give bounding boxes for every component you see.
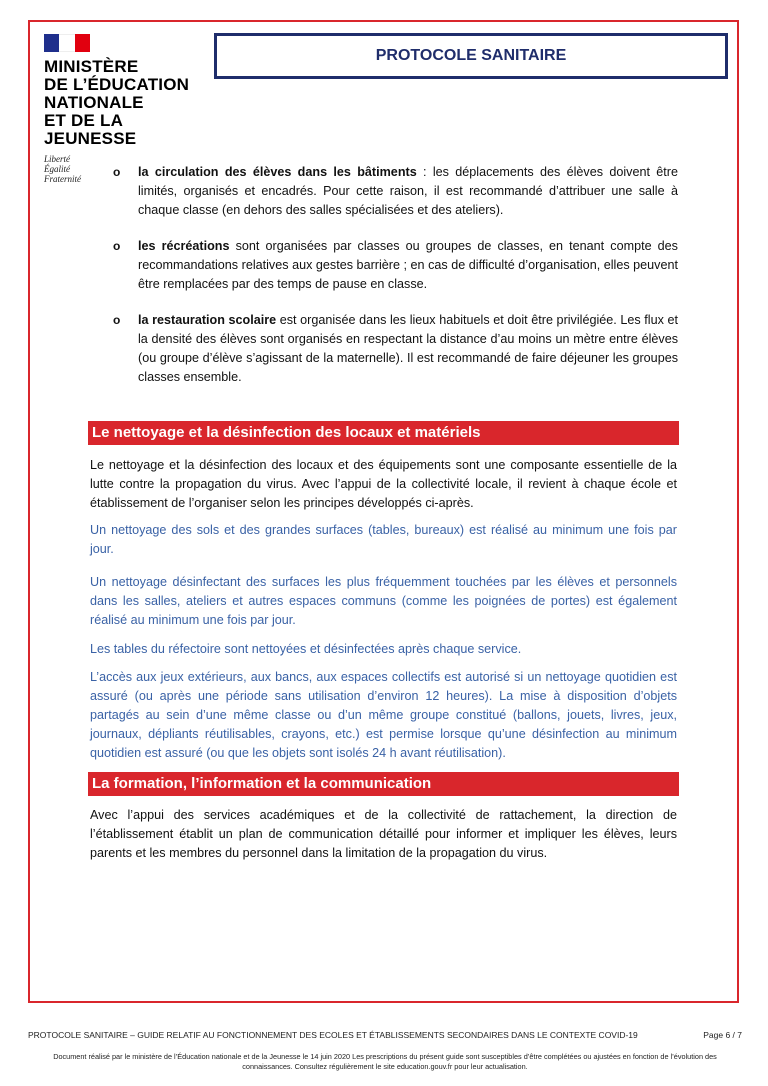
bullet-item — [113, 311, 678, 387]
cleaning-paragraph: L’accès aux jeux extérieurs, aux bancs, aux espaces collectifs est autorisé si un nettoyage quotidien est assuré (ou après une période sans utilisation d’environ 12 heures). La mise à disposition d’objets partagés au sein d’une même classe ou d’un même groupe constitué (ballons, jouets, livres, jeux, journaux, dépliants réutilisables, crayons, etc.) est permise lorsque qu’une désinfection au minimum quotidien est assuré (ou que les objets sont isolés 24 h avant réutilisation). — [90, 670, 677, 760]
ministry-name — [44, 58, 214, 148]
footer — [28, 1030, 742, 1040]
bullet-marker: o — [113, 239, 121, 253]
bullet-list — [113, 163, 678, 404]
ministry-line: MINISTÈRE — [44, 57, 139, 76]
cleaning-paragraph: Les tables du réfectoire sont nettoyées et désinfectées après chaque service. — [90, 642, 522, 656]
footer-note-line: Document réalisé par le ministère de l’Éducation nationale et de la Jeunesse le 14 juin 2020 Les prescriptions du présent guide sont susceptibles d’être complétées ou ajustées en fonction de l’évolution des — [53, 1052, 717, 1061]
motto-line: Fraternité — [44, 174, 81, 184]
cleaning-intro: Le nettoyage et la désinfection des locaux et des équipements sont une composante essentielle de la lutte contre la propagation du virus. Avec l’appui de la collectivité locale, il revient à chaque école et établissement de l’organiser selon les principes développés ci-après. — [90, 458, 677, 510]
section-heading-communication: La formation, l’information et la communication — [88, 772, 679, 796]
bullet-item — [113, 237, 678, 294]
footer-note — [40, 1052, 730, 1072]
motto-line: Liberté — [44, 154, 70, 164]
ministry-logo — [44, 34, 214, 184]
marianne-flag-icon — [44, 34, 90, 52]
bullet-item — [113, 163, 678, 220]
bullet-marker: o — [113, 313, 121, 327]
ministry-line: NATIONALE — [44, 93, 144, 112]
motto-line: Égalité — [44, 164, 70, 174]
bullet-bold: les récréations — [138, 239, 230, 253]
bullet-text: sont organisées par classes ou groupes de classes, en tenant compte des recommandations relatives aux gestes barrière ; en cas de difficulté d’organisation, elles peuvent être remplacées par des temps de pause en classe. — [138, 239, 678, 291]
footer-note-line: connaissances. Consultez régulièrement le site education.gouv.fr pour leur actualisation. — [242, 1062, 528, 1071]
ministry-line: DE L’ÉDUCATION — [44, 75, 190, 94]
bullet-text: : les déplacements des élèves doivent être limités, organisés et encadrés. Pour cette raison, il est recommandé d’attribuer une salle à chaque classe (en dehors des salles spécialisées et des ateliers). — [138, 165, 678, 217]
footer-title: PROTOCOLE SANITAIRE – GUIDE RELATIF AU FONCTIONNEMENT DES ECOLES ET ÉTABLISSEMENTS SECONDAIRES DANS LE CONTEXTE COVID-19 — [28, 1030, 638, 1040]
section-heading-cleaning: Le nettoyage et la désinfection des locaux et matériels — [88, 421, 679, 445]
cleaning-paragraph: Un nettoyage désinfectant des surfaces les plus fréquemment touchées par les élèves et personnels dans les salles, ateliers et autres espaces communs (comme les poignées de portes) est également réalisé au minimum une fois par jour. — [90, 575, 677, 627]
bullet-bold: la restauration scolaire — [138, 313, 277, 327]
bullet-marker: o — [113, 165, 121, 179]
cleaning-paragraph: Un nettoyage des sols et des grandes surfaces (tables, bureaux) est réalisé au minimum une fois par jour. — [90, 523, 677, 556]
bullet-text: est organisée dans les lieux habituels et doit être privilégiée. Les flux et la densité des élèves sont organisés en respectant la distance d’au moins un mètre entre élèves (ou groupe d’élève s’agissant de la maternelle). Il est recommandé de faire déjeuner les groupes classes ensemble. — [138, 313, 678, 384]
page-number: Page 6 / 7 — [703, 1030, 742, 1040]
ministry-line: ET DE LA JEUNESSE — [44, 111, 137, 148]
communication-paragraph: Avec l’appui des services académiques et de la collectivité de rattachement, la direction de l’établissement établit un plan de communication détaillé pour informer et impliquer les élèves, leurs parents et les membres du personnel dans la limitation de la propagation du virus. — [90, 808, 677, 860]
bullet-bold: la circulation des élèves dans les bâtiments — [138, 165, 417, 179]
document-title-box — [214, 33, 728, 79]
document-title: PROTOCOLE SANITAIRE — [375, 47, 567, 64]
